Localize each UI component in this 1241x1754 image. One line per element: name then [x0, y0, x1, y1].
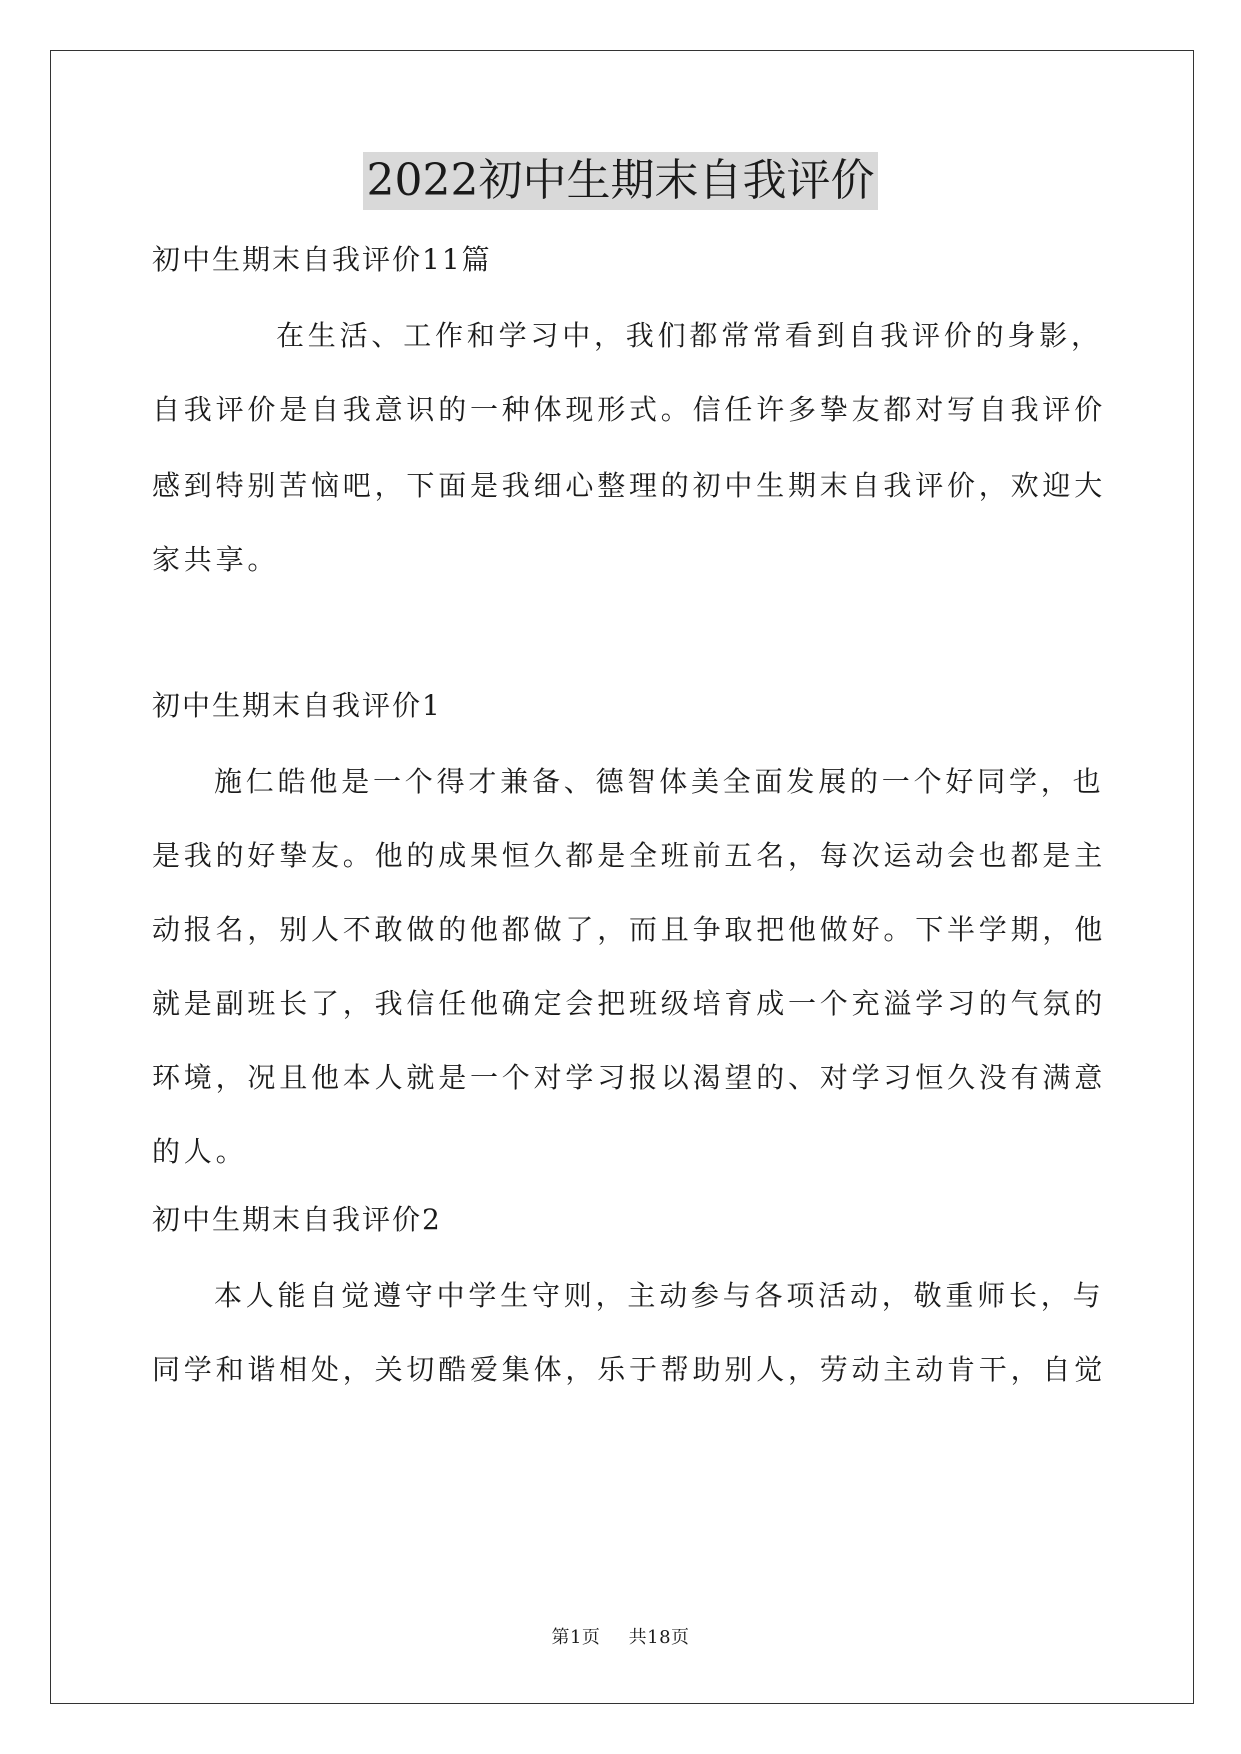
paragraph-line: 自我评价是自我意识的一种体现形式。信任许多挚友都对写自我评价 [152, 393, 1107, 426]
paragraph-line: 环境，况且他本人就是一个对学习报以渴望的、对学习恒久没有满意 [152, 1061, 1107, 1094]
paragraph-line: 家共享。 [152, 543, 280, 576]
paragraph-line: 就是副班长了，我信任他确定会把班级培育成一个充溢学习的气氛的 [152, 987, 1107, 1020]
page-total: 共18页 [628, 1627, 690, 1648]
paragraph-line: 动报名，别人不敢做的他都做了，而且争取把他做好。下半学期，他 [152, 913, 1107, 946]
paragraph-line: 在生活、工作和学习中，我们都常常看到自我评价的身影， [276, 319, 1103, 352]
document-title: 2022初中生期末自我评价 [363, 152, 879, 210]
section-heading: 初中生期末自我评价1 [152, 689, 442, 722]
paragraph-line: 本人能自觉遵守中学生守则，主动参与各项活动，敬重师长，与 [214, 1279, 1105, 1312]
paragraph-line: 感到特别苦恼吧，下面是我细心整理的初中生期末自我评价，欢迎大 [152, 469, 1107, 502]
page-number: 第1页 [551, 1627, 601, 1648]
title-wrap [0, 152, 1241, 210]
section-heading: 初中生期末自我评价11篇 [152, 243, 492, 276]
paragraph-line: 是我的好挚友。他的成果恒久都是全班前五名，每次运动会也都是主 [152, 839, 1107, 872]
page-border [50, 50, 1194, 1704]
page-footer [0, 1626, 1241, 1650]
paragraph-line: 的人。 [152, 1135, 248, 1168]
section-heading: 初中生期末自我评价2 [152, 1203, 442, 1236]
paragraph-line: 施仁皓他是一个得才兼备、德智体美全面发展的一个好同学，也 [214, 765, 1105, 798]
paragraph-line: 同学和谐相处，关切酷爱集体，乐于帮助别人，劳动主动肯干，自觉 [152, 1353, 1107, 1386]
